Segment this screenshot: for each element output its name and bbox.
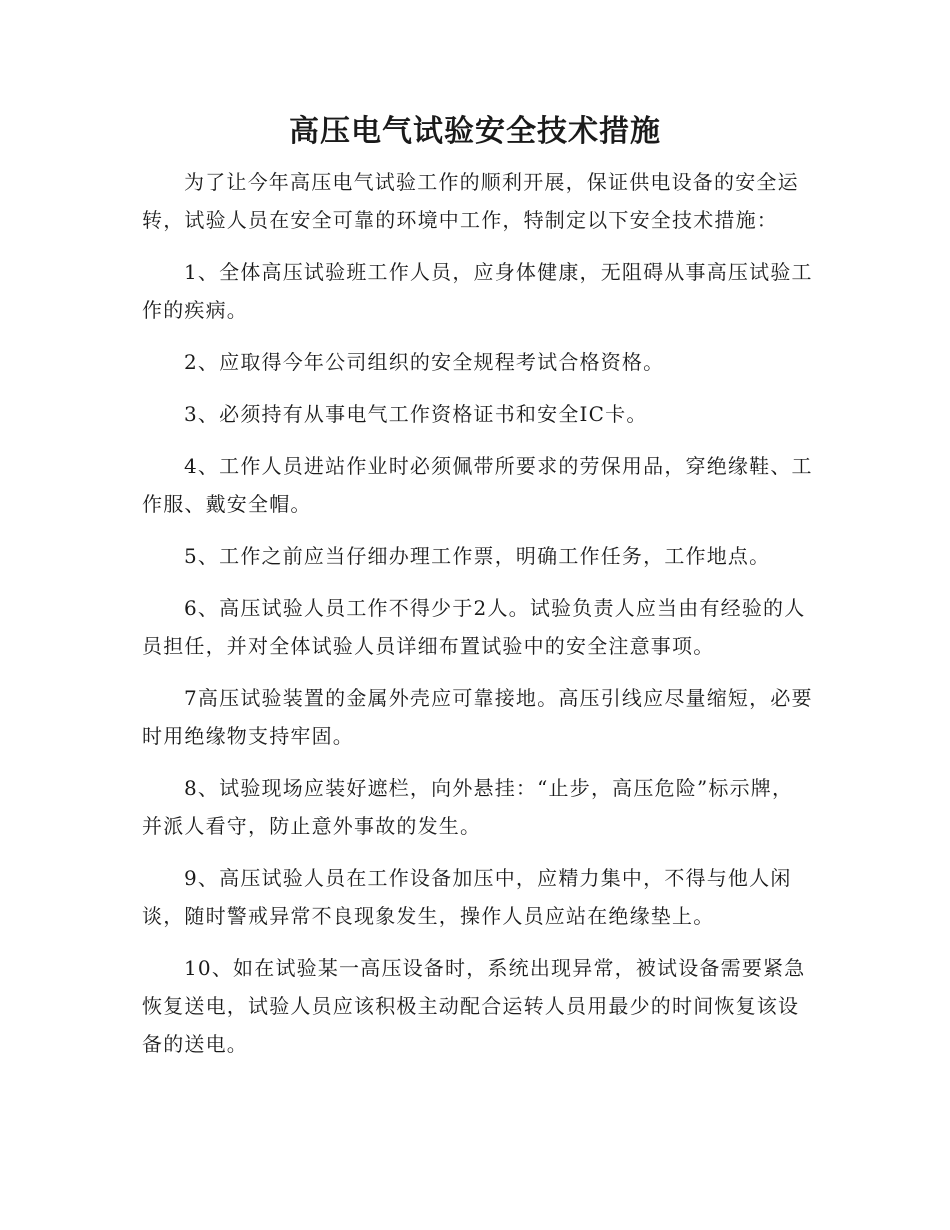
item-paragraph-3: 3、必须持有从事电气工作资格证书和安全IC卡。 — [184, 402, 648, 426]
intro-paragraph: 为了让今年高压电气试验工作的顺利开展，保证供电设备的安全运转，试验人员在安全可靠的环境中工作，特制定以下安全技术措施： — [142, 170, 799, 232]
item-paragraph-2: 2、应取得今年公司组织的安全规程考试合格资格。 — [184, 350, 665, 374]
item-paragraph-9: 9、高压试验人员在工作设备加压中，应精力集中，不得与他人闲谈，随时警戒异常不良现象发生，操作人员应站在绝缘垫上。 — [142, 866, 792, 928]
item-paragraph-1: 1、全体高压试验班工作人员，应身体健康，无阻碍从事高压试验工作的疾病。 — [142, 260, 813, 322]
item-paragraph-5: 5、工作之前应当仔细办理工作票，明确工作任务，工作地点。 — [184, 544, 771, 568]
item-paragraph-6: 6、高压试验人员工作不得少于2人。试验负责人应当由有经验的人员担任，并对全体试验人员详细布置试验中的安全注意事项。 — [142, 596, 806, 658]
document-body — [142, 163, 814, 1077]
document-title: 高压电气试验安全技术措施 — [289, 114, 661, 149]
item-paragraph-8: 8、试验现场应装好遮栏，向外悬挂：“止步，高压危险”标示牌，并派人看守，防止意外事故的发生。 — [142, 776, 794, 838]
item-paragraph-4: 4、工作人员进站作业时必须佩带所要求的劳保用品，穿绝缘鞋、工作服、戴安全帽。 — [142, 454, 813, 516]
item-paragraph-10: 10、如在试验某一高压设备时，系统出现异常，被试设备需要紧急恢复送电，试验人员应该积极主动配合运转人员用最少的时间恢复该设备的送电。 — [142, 956, 806, 1056]
item-paragraph-7: 7高压试验装置的金属外壳应可靠接地。高压引线应尽量缩短，必要时用绝缘物支持牢固。 — [142, 686, 813, 748]
